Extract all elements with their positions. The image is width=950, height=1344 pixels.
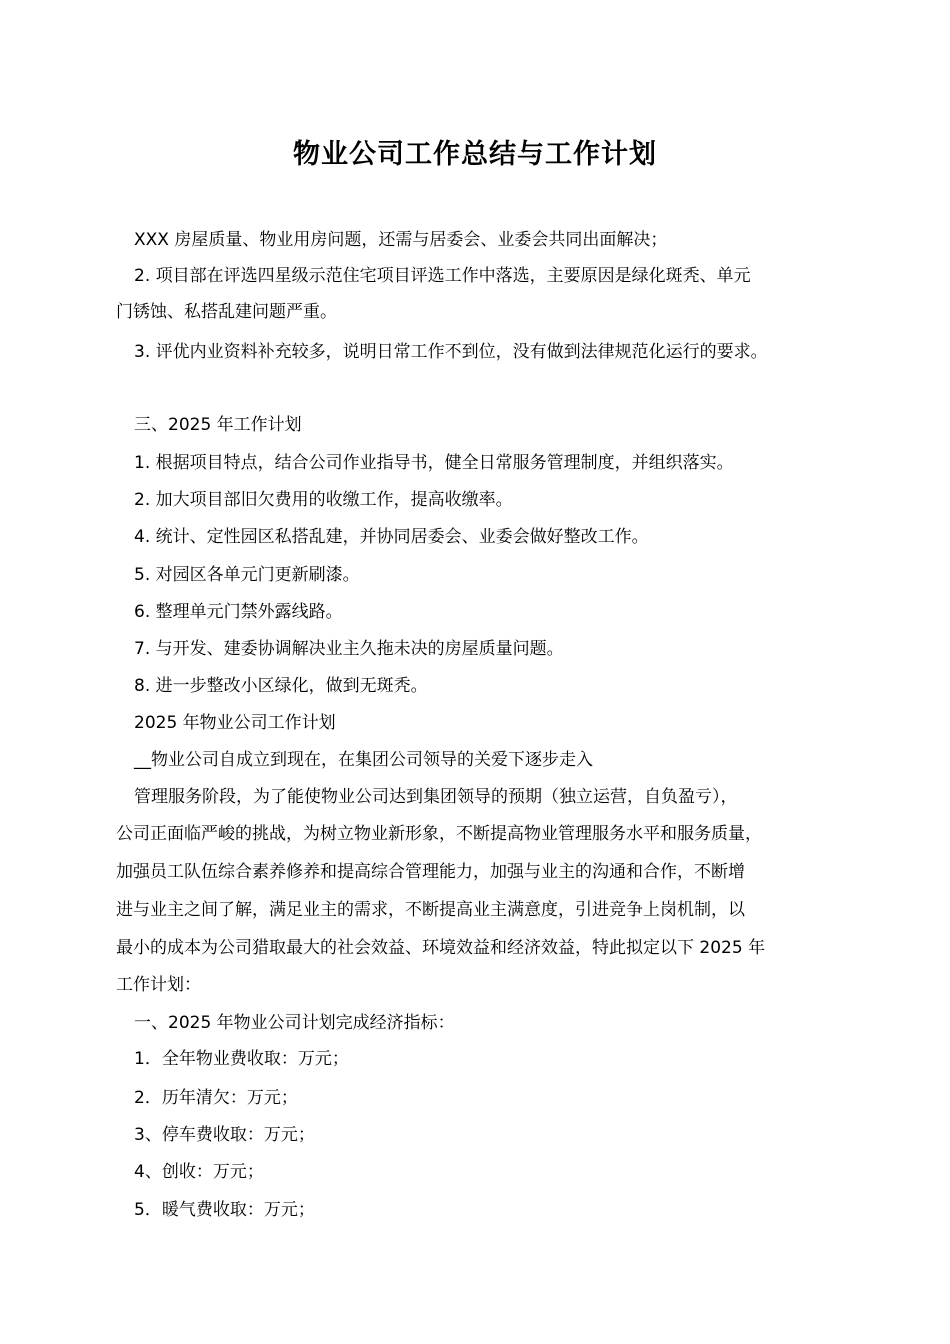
document-title: 物业公司工作总结与工作计划 (293, 139, 657, 170)
paragraph-line: 门锈蚀、私搭乱建问题严重。 (116, 302, 337, 322)
paragraph-line: 管理服务阶段，为了能使物业公司达到集团领导的预期（独立运营，自负盈亏）， (134, 787, 738, 807)
paragraph-line: 8. 进一步整改小区绿化，做到无斑秃。 (134, 676, 428, 696)
paragraph-line: 2. 项目部在评选四星级示范住宅项目评选工作中落选，主要原因是绿化斑秃、单元 (134, 266, 751, 286)
paragraph-line: 3. 评优内业资料补充较多，说明日常工作不到位，没有做到法律规范化运行的要求。 (134, 342, 768, 362)
paragraph-line: 2. 加大项目部旧欠费用的收缴工作，提高收缴率。 (134, 490, 513, 510)
section-heading: 2025 年物业公司工作计划 (134, 713, 336, 733)
list-item: 3、停车费收取：万元； (134, 1125, 315, 1145)
paragraph-line: 公司正面临严峻的挑战，为树立物业新形象，不断提高物业管理服务水平和服务质量， (116, 824, 762, 844)
paragraph-line: 4. 统计、定性园区私搭乱建，并协同居委会、业委会做好整改工作。 (134, 527, 649, 547)
paragraph-line: XXX 房屋质量、物业用房问题，还需与居委会、业委会共同出面解决； (134, 230, 668, 250)
list-item: 1．全年物业费收取：万元； (134, 1049, 349, 1069)
paragraph-line: 6. 整理单元门禁外露线路。 (134, 602, 343, 622)
list-item: 2．历年清欠：万元； (134, 1088, 298, 1108)
paragraph-line: 7. 与开发、建委协调解决业主久拖未决的房屋质量问题。 (134, 639, 564, 659)
paragraph-line: 1. 根据项目特点，结合公司作业指导书，健全日常服务管理制度，并组织落实。 (134, 453, 734, 473)
paragraph-line: 进与业主之间了解，满足业主的需求，不断提高业主满意度，引进竞争上岗机制，以 (116, 900, 745, 920)
paragraph-line: 加强员工队伍综合素养修养和提高综合管理能力，加强与业主的沟通和合作，不断增 (116, 862, 745, 882)
section-heading: 三、2025 年工作计划 (134, 415, 302, 435)
paragraph-line: 工作计划： (116, 975, 201, 995)
section-heading: 一、2025 年物业公司计划完成经济指标： (134, 1013, 455, 1033)
paragraph-line: 最小的成本为公司猎取最大的社会效益、环境效益和经济效益，特此拟定以下 2025 年 (116, 938, 766, 958)
list-item: 5．暖气费收取：万元； (134, 1200, 315, 1220)
paragraph-line: 5. 对园区各单元门更新刷漆。 (134, 565, 360, 585)
list-item: 4、创收：万元； (134, 1162, 264, 1182)
paragraph-line: __物业公司自成立到现在，在集团公司领导的关爱下逐步走入 (134, 750, 593, 770)
